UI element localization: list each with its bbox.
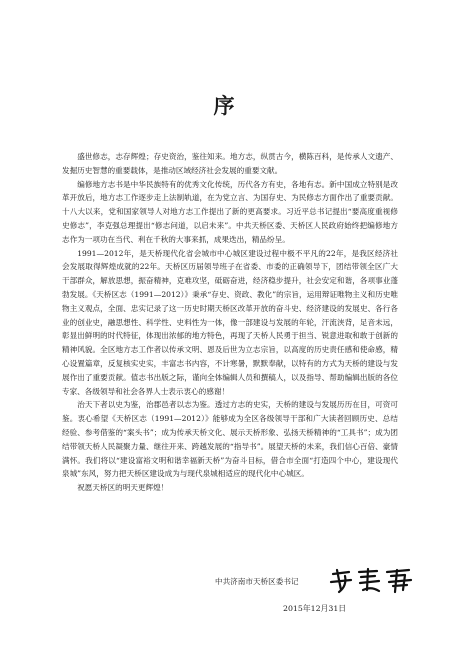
signature-block	[215, 566, 435, 596]
page-title: 序	[213, 94, 237, 118]
paragraph: 盛世修志，志存辉煌；存史资治，鉴往知来。地方志，纵贯古今，横陈百科，是传承人文遗产、发掘历史智慧的重要载体，是推动区域经济社会发展的重要文献。	[62, 152, 398, 175]
date-line: 2015年12月31日	[283, 604, 347, 613]
preface-body	[62, 150, 398, 495]
closing-line: 祝愿天桥区的明天更辉煌！	[77, 483, 169, 493]
signature-label: 中共济南市天桥区委书记	[215, 577, 299, 586]
handwritten-signature	[327, 566, 415, 594]
paragraph: 编修地方志书是中华民族特有的优秀文化传统，历代各方有史，各地有志。新中国成立特别是改革开放后，地方志工作逐步走上法制轨道，在为党立言、为国存史、为民修志方面作出了重要贡献。十八大以来，党和国家领导人对地方志工作提出了新的更高要求。习近平总书记提出“要高度重视修史修志”，李克强总理提出“修志问道，以启未来”。中共天桥区委、天桥区人民政府始终把编修地方志作为一项功在当代、利在千秋的大事来抓，成果迭出，精品纷呈。	[62, 179, 398, 244]
paragraph: 1991—2012年，是天桥现代化省会城市中心城区建设过程中极不平凡的22年，是我区经济社会发展取得辉煌成就的22年。天桥区历届领导班子在省委、市委的正确领导下，团结带领全区广大干部群众，解放思想，振奋精神，克难攻坚，砥砺奋进，经济稳步提升，社会安定和谐，各项事业蓬勃发展。《天桥区志（1991—2012）》秉承“存史、资政、教化”的宗旨，运用辩证唯物主义和历史唯物主义观点，全面、忠实记录了这一历史时期天桥区改革开放的奋斗史、经济建设的发展史、各行各业的创业史，融思想性、科学性、史料性为一体，像一部建设与发展的年轮，汗流浃背，足音未远，彰显出鲜明的时代特征，体现出浓郁的地方特色，再现了天桥人民勇于担当、锐意进取和敢于创新的精神风貌。全区地方志工作者以传承文明、恩及后世为立志宗旨，以高度的历史责任感和使命感，精心设置篇章，反复核实史实，丰富志书内容，不计寒暑，默默奉献，以特有的方式为天桥的建设与发展作出了重要贡献。值志书出版之际，谨向全体编辑人员和撰稿人，以及指导、帮助编辑出版的各位专家、各级领导和社会各界人士表示衷心的感谢！	[62, 248, 398, 396]
paragraph: 治天下者以史为鉴，治郡邑者以志为鉴。透过方志的史实，天桥的建设与发展历历在目，可资可鉴。衷心希望《天桥区志（1991—2012）》能够成为全区各级领导干部和广大读者回顾历史、总结经验、参考借鉴的“案头书”；成为传承天桥文化、展示天桥形象、弘扬天桥精神的“工具书”；成为团结带领天桥人民凝聚力量、继往开来、跨越发展的“指导书”。展望天桥的未来，我们信心百倍、豪情满怀。我们将以“建设富裕文明和谐幸福新天桥”为奋斗目标，借合市全面“打造四个中心，建设现代泉城”东风，努力把天桥区建设成为与现代泉城相适应的现代化中心城区。	[62, 400, 398, 479]
